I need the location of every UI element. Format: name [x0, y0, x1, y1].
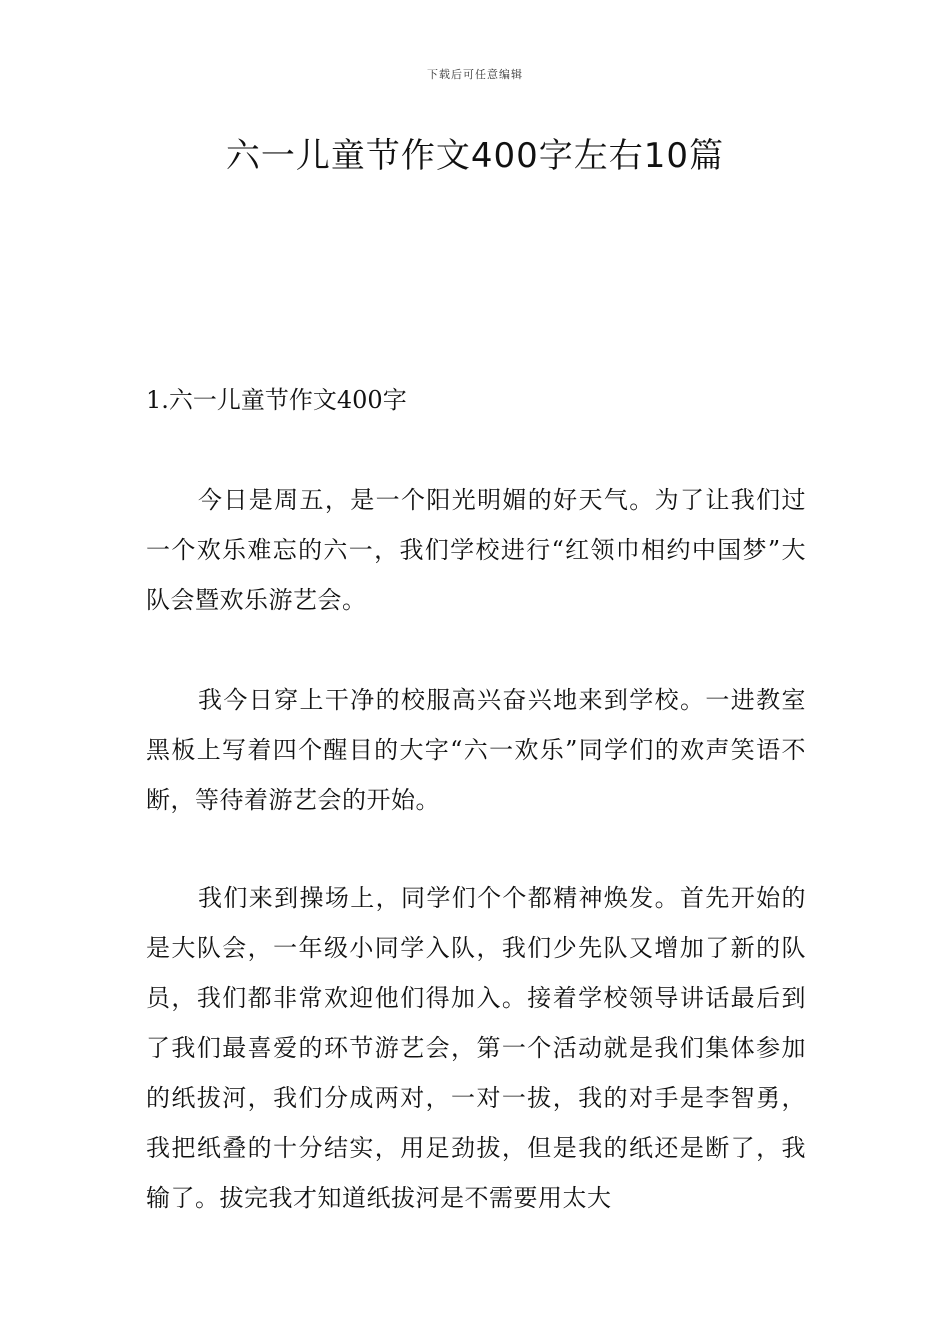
paragraph-3: 我们来到操场上，同学们个个都精神焕发。首先开始的是大队会，一年级小同学入队，我们少先队又增加了新的队员，我们都非常欢迎他们得加入。接着学校领导讲话最后到了我们最喜爱的环节游艺会，第一个活动就是我们集体参加的纸拔河，我们分成两对，一对一拔，我的对手是李智勇，我把纸叠的十分结实，用足劲拔，但是我的纸还是断了，我输了。拔完我才知道纸拔河是不需要用太大 — [146, 884, 806, 1212]
paragraph-1: 今日是周五，是一个阳光明媚的好天气。为了让我们过一个欢乐难忘的六一，我们学校进行“红领巾相约中国梦”大队会暨欢乐游艺会。 — [146, 486, 806, 614]
document-title: 六一儿童节作文400字左右10篇 — [225, 136, 725, 176]
header-note: 下载后可任意编辑 — [427, 68, 523, 81]
paragraph-2: 我今日穿上干净的校服高兴奋兴地来到学校。一进教室黑板上写着四个醒目的大字“六一欢乐”同学们的欢声笑语不断，等待着游艺会的开始。 — [146, 686, 806, 814]
section-heading: 1.六一儿童节作文400字 — [146, 386, 407, 414]
